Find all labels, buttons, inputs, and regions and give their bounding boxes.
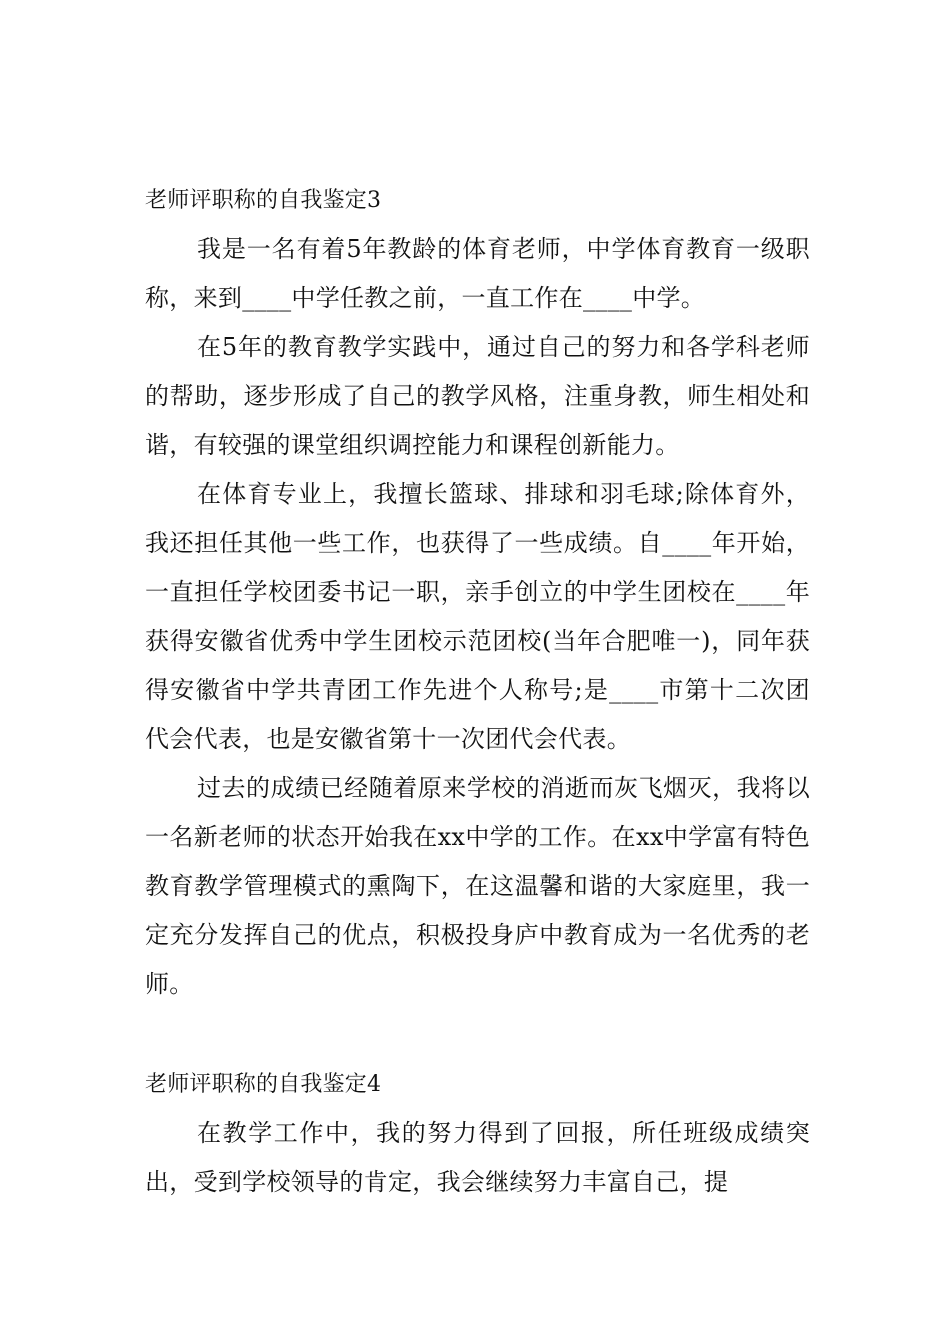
document-body [145,176,810,1207]
section-spacer [145,1009,810,1060]
paragraph: 我是一名有着5年教龄的体育老师，中学体育教育一级职称，来到____中学任教之前，一直工作在____中学。 [145,235,810,312]
paragraph: 在教学工作中，我的努力得到了回报，所任班级成绩突出，受到学校领导的肯定，我会继续努力丰富自己，提 [145,1119,810,1196]
paragraph: 过去的成绩已经随着原来学校的消逝而灰飞烟灭，我将以一名新老师的状态开始我在xx中学的工作。在xx中学富有特色教育教学管理模式的熏陶下，在这温馨和谐的大家庭里，我一定充分发挥自己的优点，积极投身庐中教育成为一名优秀的老师。 [145,774,810,998]
paragraph: 在体育专业上，我擅长篮球、排球和羽毛球;除体育外，我还担任其他一些工作，也获得了一些成绩。自____年开始，一直担任学校团委书记一职，亲手创立的中学生团校在____年获得安徽省优秀中学生团校示范团校(当年合肥唯一)，同年获得安徽省中学共青团工作先进个人称号;是____市第十二次团代会代表，也是安徽省第十一次团代会代表。 [145,480,810,753]
section-title-3: 老师评职称的自我鉴定3 [145,188,382,213]
section-title-4: 老师评职称的自我鉴定4 [145,1072,382,1097]
paragraph: 在5年的教育教学实践中，通过自己的努力和各学科老师的帮助，逐步形成了自己的教学风格，注重身教，师生相处和谐，有较强的课堂组织调控能力和课程创新能力。 [145,333,810,459]
